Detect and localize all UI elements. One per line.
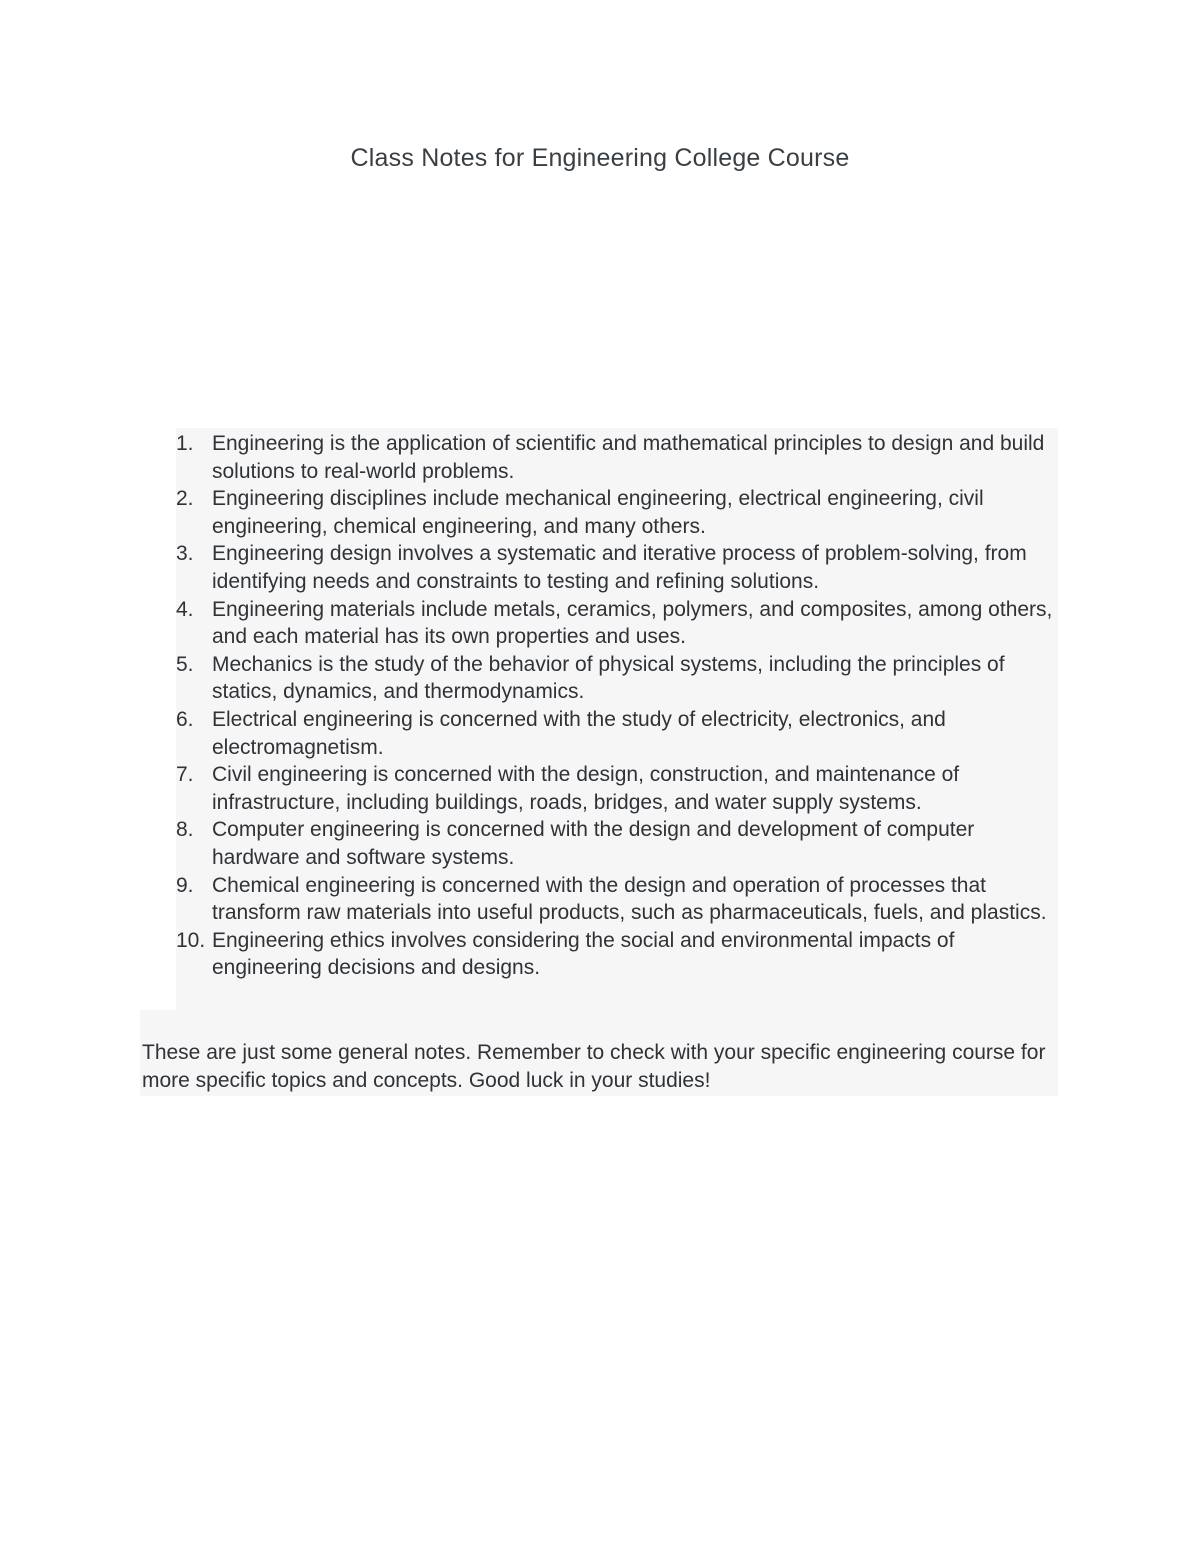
list-item (176, 485, 1058, 540)
list-item-text: Engineering disciplines include mechanical engineering, electrical engineering, civil engineering, chemical engineering, and many others. (212, 487, 984, 538)
notes-list (176, 430, 1058, 982)
list-item-text: Civil engineering is concerned with the design, construction, and maintenance of infrastructure, including buildings, roads, bridges, and water supply systems. (212, 763, 960, 814)
list-item (176, 540, 1058, 595)
list-item-number: 3. (176, 542, 194, 566)
closing-paragraph: These are just some general notes. Remember to check with your specific engineering course for more specific topics and concepts. Good luck in your studies! (142, 1041, 1046, 1092)
list-item-number: 9. (176, 873, 194, 897)
notes-list-block (176, 428, 1058, 1010)
list-item-text: Electrical engineering is concerned with the study of electricity, electronics, and electromagnetism. (212, 707, 946, 759)
list-item-number: 8. (176, 818, 194, 842)
list-item-text: Mechanics is the study of the behavior of physical systems, including the principles of statics, dynamics, and thermodynamics. (212, 652, 1005, 704)
list-item-text: Engineering ethics involves considering the social and environmental impacts of engineering decisions and designs. (212, 928, 955, 980)
list-item-text: Engineering materials include metals, ceramics, polymers, and composites, among others, and each material has its own properties and uses. (212, 597, 1053, 649)
list-item-text: Engineering design involves a systematic and iterative process of problem-solving, from identifying needs and constraints to testing and refining solutions. (212, 542, 1027, 593)
closing-block (140, 1010, 1058, 1096)
list-item-text: Engineering is the application of scientific and mathematical principles to design and build solutions to real-world problems. (212, 432, 1045, 483)
list-item-number: 6. (176, 707, 194, 731)
list-item (176, 596, 1058, 651)
list-item (176, 430, 1058, 485)
list-item (176, 651, 1058, 706)
list-item (176, 761, 1058, 816)
list-item-number: 4. (176, 597, 194, 621)
list-item-number: 7. (176, 763, 194, 787)
list-item-text: Computer engineering is concerned with the design and development of computer hardware and software systems. (212, 818, 975, 869)
list-item (176, 927, 1058, 982)
list-item (176, 872, 1058, 927)
list-item-number: 5. (176, 652, 194, 676)
list-item (176, 706, 1058, 761)
list-item (176, 816, 1058, 871)
list-item-number: 10. (176, 928, 206, 952)
list-item-number: 2. (176, 487, 194, 511)
document-title: Class Notes for Engineering College Course (350, 144, 850, 172)
list-item-number: 1. (176, 432, 194, 455)
list-item-text: Chemical engineering is concerned with the design and operation of processes that transform raw materials into useful products, such as pharmaceuticals, fuels, and plastics. (212, 873, 1047, 925)
